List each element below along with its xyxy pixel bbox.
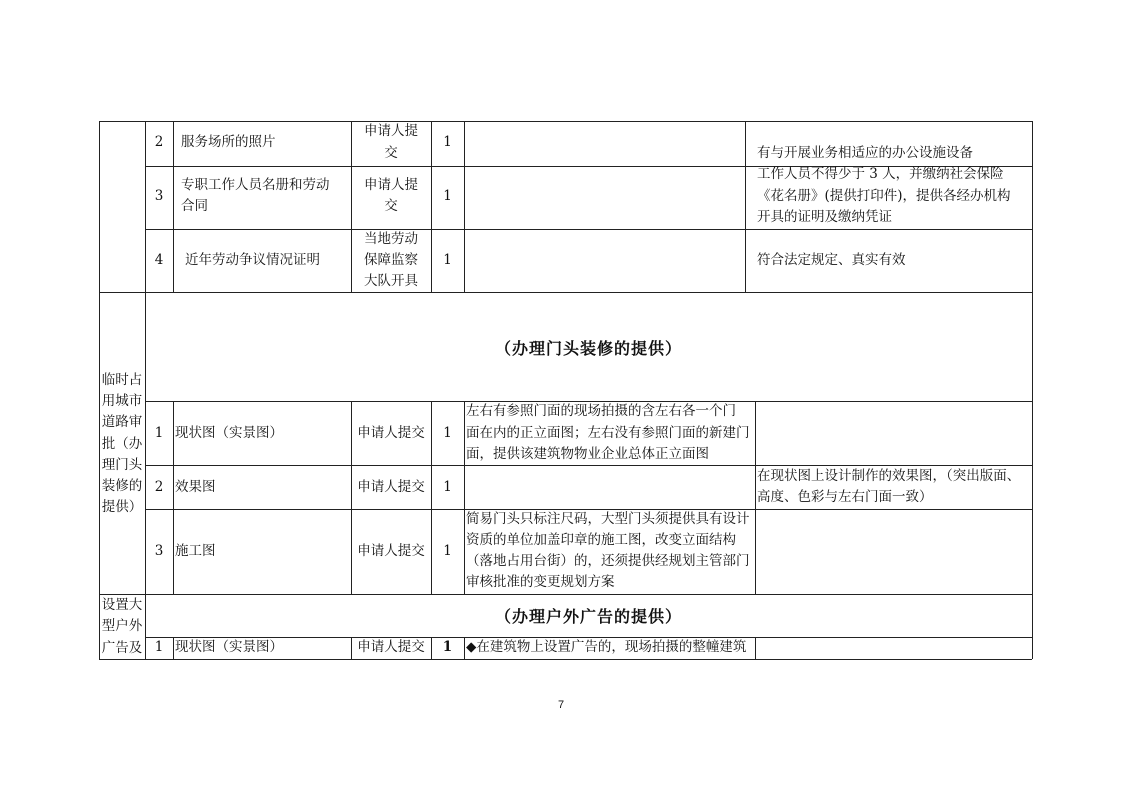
item-source: 保障监察 <box>364 252 418 268</box>
item-name: 现状图（实景图） <box>175 425 283 441</box>
item-requirement: 高度、色彩与左右门面一致） <box>757 489 933 505</box>
item-description: 面在内的正立面图；左右没有参照门面的新建门 <box>466 425 750 441</box>
item-source: 申请人提交 <box>357 543 425 559</box>
item-requirement: 有与开展业务相适应的办公设施设备 <box>757 145 973 161</box>
item-name: 近年劳动争议情况证明 <box>185 252 320 268</box>
item-description: 简易门头只标注尺码，大型门头须提供具有设计 <box>466 511 750 527</box>
item-quantity: 1 <box>442 639 453 655</box>
row-number: 3 <box>154 188 164 204</box>
item-source: 申请人提交 <box>357 479 425 495</box>
item-name: 服务场所的照片 <box>181 134 276 150</box>
item-source: 申请人提 <box>364 177 418 193</box>
item-description: 左右有参照门面的现场拍摄的含左右各一个门 <box>466 403 736 419</box>
item-description: （落地占用台街）的，还须提供经规划主管部门 <box>466 553 750 569</box>
item-description: 面，提供该建筑物物业企业总体正立面图 <box>466 446 709 462</box>
item-description: 审核批准的变更规划方案 <box>466 574 615 590</box>
item-description: 资质的单位加盖印章的施工图，改变立面结构 <box>466 532 736 548</box>
row-number: 1 <box>154 425 164 441</box>
item-quantity: 1 <box>443 188 452 204</box>
item-source: 申请人提交 <box>357 639 425 655</box>
item-source: 申请人提交 <box>357 425 425 441</box>
item-source: 大队开具 <box>364 273 418 289</box>
item-name: 现状图（实景图） <box>175 639 283 655</box>
item-source: 交 <box>384 198 398 214</box>
item-source: 交 <box>384 145 398 161</box>
row-number: 2 <box>154 134 164 150</box>
row-number: 3 <box>154 543 164 559</box>
page-number: 7 <box>557 699 565 711</box>
item-quantity: 1 <box>443 252 452 268</box>
item-source: 当地劳动 <box>364 231 418 247</box>
item-name: 效果图 <box>175 479 216 495</box>
section-heading: （办理户外广告的提供） <box>494 607 682 626</box>
row-number: 2 <box>154 479 164 495</box>
row-number: 4 <box>154 252 164 268</box>
item-requirement: 在现状图上设计制作的效果图，（突出版面、 <box>757 468 1021 484</box>
item-quantity: 1 <box>443 134 452 150</box>
item-requirement: 开具的证明及缴纳凭证 <box>757 209 892 225</box>
item-name: 专职工作人员名册和劳动 <box>181 177 330 193</box>
item-quantity: 1 <box>443 425 452 441</box>
section-heading: （办理门头装修的提供） <box>494 339 682 358</box>
item-requirement: 工作人员不得少于 3 人，并缴纳社会保险 <box>757 166 1004 182</box>
item-quantity: 1 <box>443 479 452 495</box>
item-name: 合同 <box>181 198 208 214</box>
item-description: ◆在建筑物上设置广告的，现场拍摄的整幢建筑 <box>466 639 747 655</box>
row-number: 1 <box>154 639 164 655</box>
item-source: 申请人提 <box>364 123 418 139</box>
item-requirement: 符合法定规定、真实有效 <box>757 252 906 268</box>
item-quantity: 1 <box>443 543 452 559</box>
item-name: 施工图 <box>175 543 216 559</box>
item-requirement: 《花名册》(提供打印件)，提供各经办机构 <box>757 188 1011 204</box>
